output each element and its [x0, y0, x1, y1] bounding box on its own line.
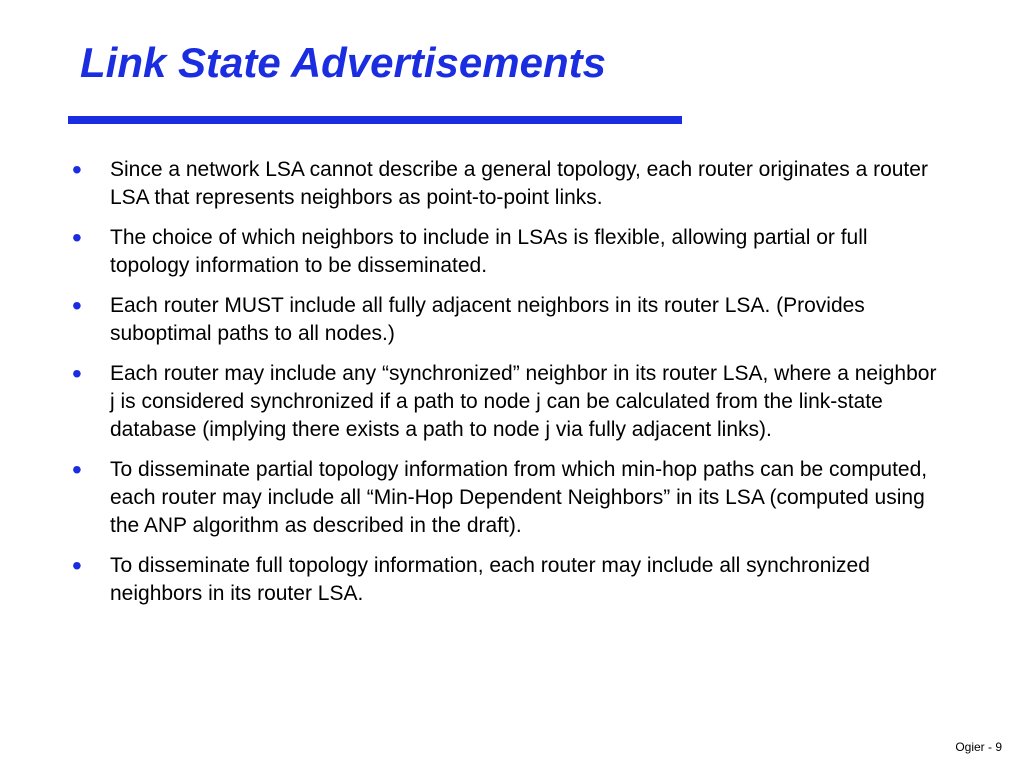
bullet-dot-icon: •: [72, 550, 82, 581]
bullet-dot-icon: •: [72, 454, 82, 485]
bullet-text: To disseminate full topology information, each router may include all synchronized neighbors in its router LSA.: [110, 554, 870, 605]
bullet-item: [70, 552, 940, 608]
slide-title: Link State Advertisements: [80, 39, 606, 86]
bullet-text: Each router MUST include all fully adjacent neighbors in its router LSA. (Provides suboptimal paths to all nodes.): [110, 294, 865, 345]
bullet-item: [70, 456, 940, 540]
bullet-dot-icon: •: [72, 358, 82, 389]
bullet-dot-icon: •: [72, 290, 82, 321]
bullet-dot-icon: •: [72, 154, 82, 185]
bullet-item: [70, 360, 940, 444]
bullet-text: Each router may include any “synchronized” neighbor in its router LSA, where a neighbor j is considered synchronized if a path to node j can be calculated from the link-state database (implying there exists a path to node j via fully adjacent links).: [110, 362, 937, 441]
bullet-dot-icon: •: [72, 222, 82, 253]
title-underline: [68, 116, 682, 124]
bullet-item: [70, 292, 940, 348]
bullet-item: [70, 156, 940, 212]
bullet-item: [70, 224, 940, 280]
bullet-text: The choice of which neighbors to include in LSAs is flexible, allowing partial or full topology information to be disseminated.: [110, 226, 868, 277]
bullet-text: Since a network LSA cannot describe a general topology, each router originates a router LSA that represents neighbors as point-to-point links.: [110, 158, 928, 209]
bullet-list: [70, 156, 940, 620]
slide-footer-page-number: Ogier - 9: [955, 740, 1002, 754]
bullet-text: To disseminate partial topology information from which min-hop paths can be computed, each router may include all “Min-Hop Dependent Neighbors” in its LSA (computed using the ANP algorithm as described in the draft).: [110, 458, 928, 537]
